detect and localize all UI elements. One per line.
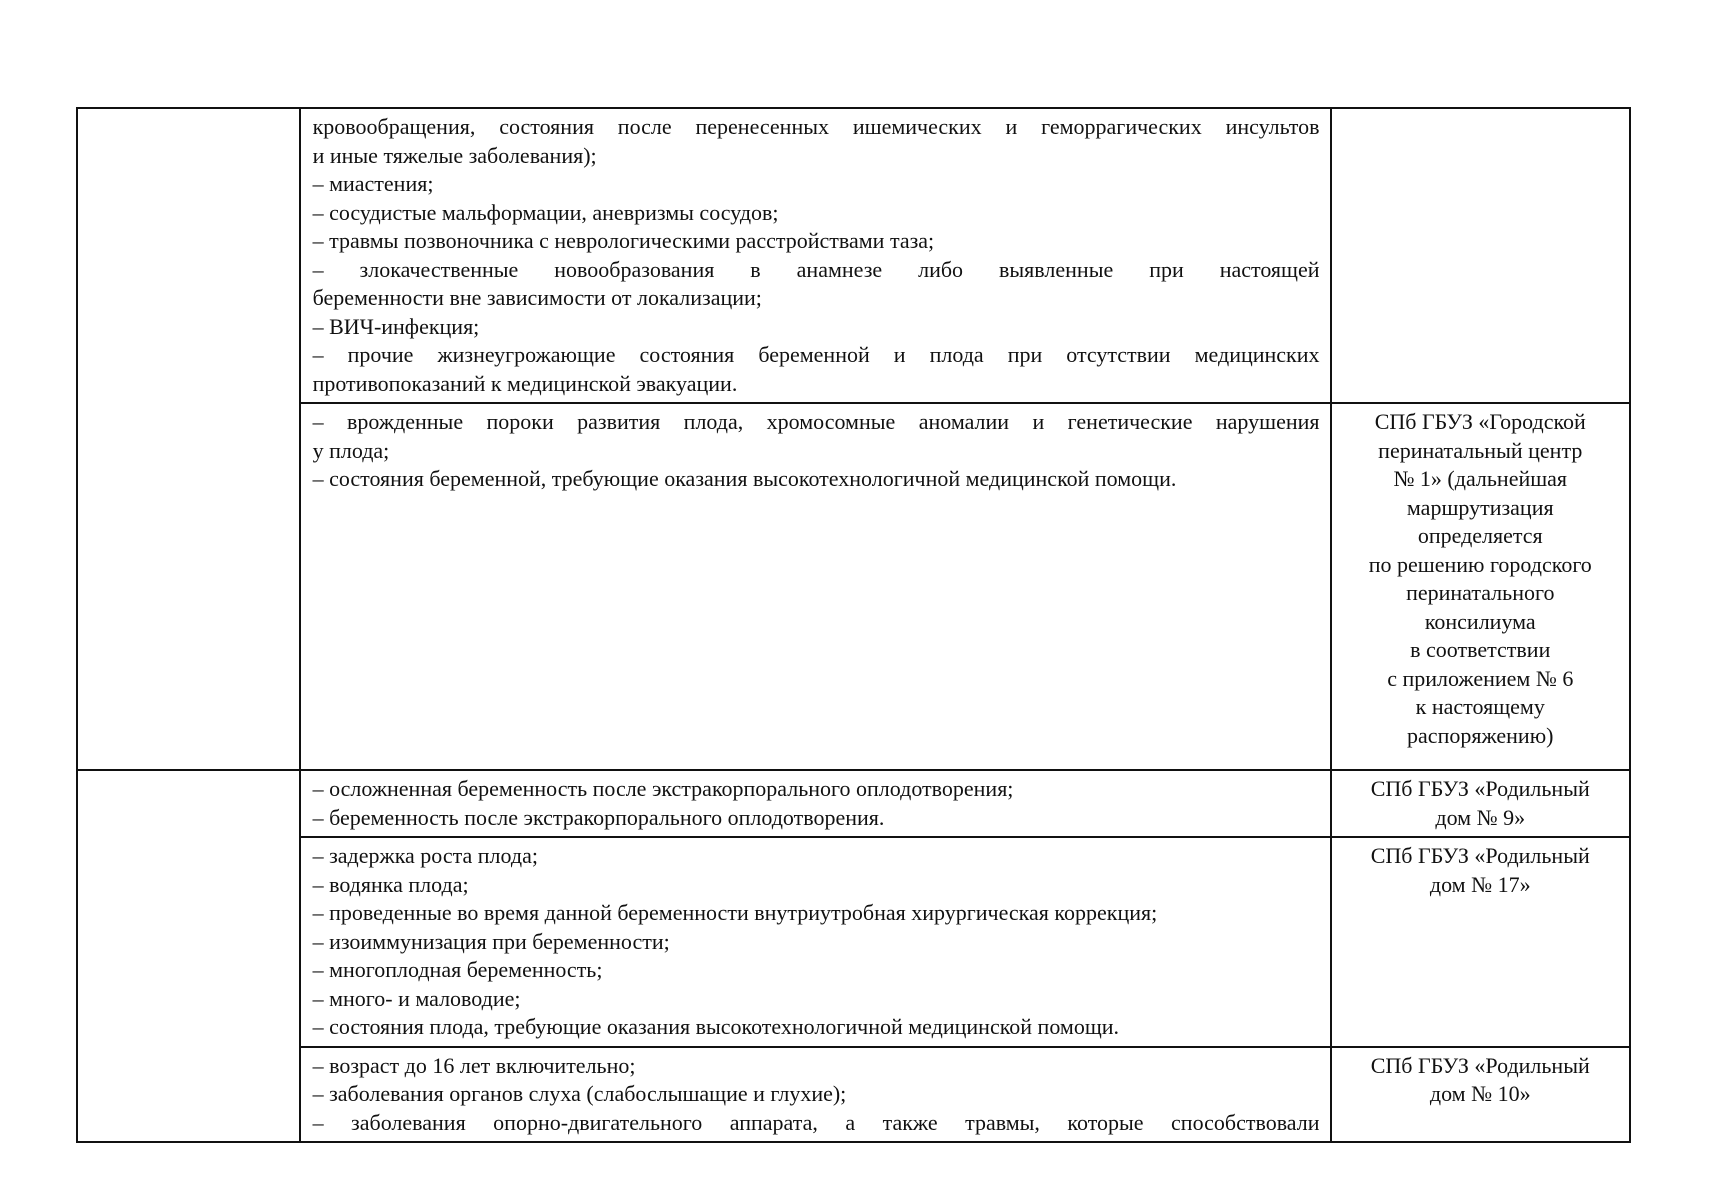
condition-line: – изоиммунизация при беременности; [312, 928, 670, 954]
condition-line: противопоказаний к медицинской эвакуации. [312, 370, 738, 396]
condition-line: – возраст до 16 лет включительно; [312, 1052, 636, 1078]
facility-line: распоряжению) [1407, 722, 1554, 748]
conditions-cell [300, 837, 1331, 1047]
facility-line: дом № 9» [1435, 804, 1526, 830]
facility-cell [1331, 1047, 1630, 1143]
condition-line: – миастения; [312, 171, 434, 196]
condition-line: – заболевания опорно-двигательного аппарата, а также травмы, которые способствовали [312, 1109, 1320, 1135]
facility-line: в соответствии [1410, 637, 1551, 662]
facility-line: к настоящему [1415, 694, 1545, 719]
facility-line: определяется [1417, 523, 1543, 548]
table-row [77, 770, 1630, 837]
facility-line: СПб ГБУЗ «Родильный [1370, 1052, 1590, 1078]
condition-line: – много- и маловодие; [312, 985, 521, 1011]
facility-line: СПб ГБУЗ «Городской [1374, 409, 1586, 434]
conditions-cell [300, 770, 1331, 837]
table-row [77, 837, 1630, 1047]
facility-line: консилиума [1424, 608, 1536, 634]
facility-line: с приложением № 6 [1387, 665, 1574, 691]
condition-line: – заболевания органов слуха (слабослышащие и глухие); [312, 1081, 847, 1106]
condition-line: – задержка роста плода; [312, 843, 538, 868]
condition-line: у плода; [312, 437, 390, 463]
condition-line: беременности вне зависимости от локализации; [312, 285, 762, 310]
condition-line: и иные тяжелые заболевания); [312, 142, 597, 168]
facility-line: перинатального [1406, 580, 1555, 605]
condition-line: – злокачественные новообразования в анамнезе либо выявленные при настоящей [312, 256, 1320, 282]
condition-line: – прочие жизнеугрожающие состояния беременной и плода при отсутствии медицинских [312, 342, 1320, 367]
empty-cell [77, 108, 300, 770]
facility-line: № 1» (дальнейшая [1393, 466, 1568, 491]
facility-line: по решению городского [1368, 551, 1592, 577]
facility-line: маршрутизация [1406, 494, 1554, 520]
facility-line: дом № 10» [1429, 1081, 1531, 1106]
condition-line: – состояния беременной, требующие оказания высокотехнологичной медицинской помощи. [312, 466, 1177, 491]
facility-line: СПб ГБУЗ «Родильный [1370, 843, 1590, 868]
facility-line: перинатальный центр [1378, 437, 1583, 463]
condition-line: – врожденные пороки развития плода, хромосомные аномалии и генетические нарушения [312, 409, 1320, 434]
condition-line: – осложненная беременность после экстракорпорального оплодотворения; [312, 776, 1014, 801]
condition-line: кровообращения, состояния после перенесенных ишемических и геморрагических инсультов [312, 114, 1320, 139]
condition-line: – сосудистые мальформации, аневризмы сосудов; [312, 199, 779, 225]
facility-line: дом № 17» [1429, 871, 1531, 897]
conditions-cell [300, 1047, 1331, 1143]
table-row [77, 403, 1630, 770]
facility-cell [1331, 108, 1630, 403]
condition-line: – травмы позвоночника с неврологическими расстройствами таза; [312, 228, 935, 253]
condition-line: – проведенные во время данной беременности внутриутробная хирургическая коррекция; [312, 900, 1158, 925]
routing-table [76, 107, 1631, 1143]
empty-cell [77, 770, 300, 1142]
condition-line: – ВИЧ-инфекция; [312, 313, 480, 339]
facility-line: СПб ГБУЗ «Родильный [1370, 776, 1590, 801]
facility-cell [1331, 837, 1630, 1047]
table-row [77, 108, 1630, 403]
facility-cell [1331, 770, 1630, 837]
condition-line: – водянка плода; [312, 871, 469, 897]
facility-cell [1331, 403, 1630, 770]
conditions-cell [300, 108, 1331, 403]
condition-line: – беременность после экстракорпорального оплодотворения. [312, 804, 885, 830]
condition-line: – состояния плода, требующие оказания высокотехнологичной медицинской помощи. [312, 1014, 1120, 1039]
conditions-cell [300, 403, 1331, 770]
table-row [77, 1047, 1630, 1143]
condition-line: – многоплодная беременность; [312, 957, 603, 982]
